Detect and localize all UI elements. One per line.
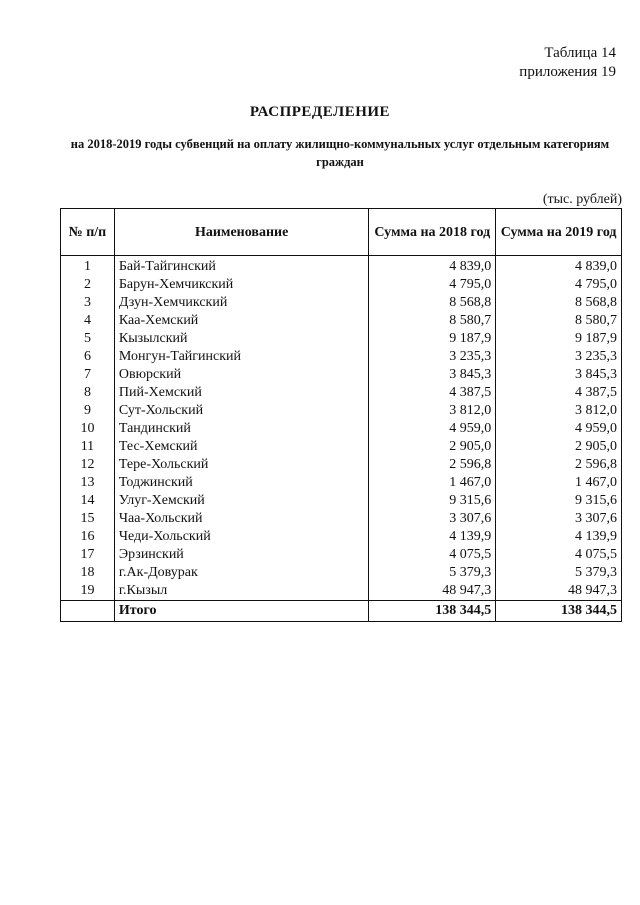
row-2018: 4 139,9 — [369, 528, 496, 546]
row-name: Улуг-Хемский — [114, 492, 369, 510]
table-row — [61, 564, 622, 582]
table-row — [61, 312, 622, 330]
row-number: 18 — [61, 564, 115, 582]
table-row — [61, 438, 622, 456]
row-number: 14 — [61, 492, 115, 510]
row-2018: 4 959,0 — [369, 420, 496, 438]
document-title: РАСПРЕДЕЛЕНИЕ — [249, 104, 391, 120]
row-2019: 4 795,0 — [496, 276, 622, 294]
row-name: Тандинский — [114, 420, 369, 438]
row-number: 4 — [61, 312, 115, 330]
row-2018: 4 387,5 — [369, 384, 496, 402]
col-header-2019: Сумма на 2019 год — [496, 209, 622, 256]
row-2019: 8 568,8 — [496, 294, 622, 312]
row-number: 7 — [61, 366, 115, 384]
row-2019: 9 315,6 — [496, 492, 622, 510]
row-2019: 1 467,0 — [496, 474, 622, 492]
row-number: 17 — [61, 546, 115, 564]
row-number: 8 — [61, 384, 115, 402]
row-2018: 1 467,0 — [369, 474, 496, 492]
row-2018: 9 187,9 — [369, 330, 496, 348]
row-2018: 3 812,0 — [369, 402, 496, 420]
row-2018: 3 845,3 — [369, 366, 496, 384]
table-row — [61, 492, 622, 510]
table-row — [61, 330, 622, 348]
table-row — [61, 420, 622, 438]
table-row — [61, 348, 622, 366]
row-name: Эрзинский — [114, 546, 369, 564]
table-row — [61, 366, 622, 384]
row-name: Сут-Хольский — [114, 402, 369, 420]
table-row — [61, 528, 622, 546]
row-number: 5 — [61, 330, 115, 348]
col-header-number: № п/п — [61, 209, 115, 256]
unit-note: (тыс. рублей) — [542, 192, 622, 207]
row-2018: 3 235,3 — [369, 348, 496, 366]
col-header-2018: Сумма на 2018 год — [369, 209, 496, 256]
row-2018: 48 947,3 — [369, 582, 496, 601]
table-row — [61, 474, 622, 492]
row-2019: 9 187,9 — [496, 330, 622, 348]
row-name: Овюрский — [114, 366, 369, 384]
row-name: Бай-Тайгинский — [114, 256, 369, 277]
table-row — [61, 256, 622, 277]
table-row — [61, 294, 622, 312]
table-row — [61, 402, 622, 420]
row-2019: 4 839,0 — [496, 256, 622, 277]
row-number: 12 — [61, 456, 115, 474]
row-2018: 5 379,3 — [369, 564, 496, 582]
row-name: Каа-Хемский — [114, 312, 369, 330]
row-number: 15 — [61, 510, 115, 528]
row-number: 2 — [61, 276, 115, 294]
row-number: 19 — [61, 582, 115, 601]
total-row — [61, 601, 622, 622]
row-name: Кызылский — [114, 330, 369, 348]
col-header-name: Наименование — [114, 209, 369, 256]
row-name: г.Кызыл — [114, 582, 369, 601]
table-header-row — [61, 209, 622, 256]
row-name: Чаа-Хольский — [114, 510, 369, 528]
total-2019: 138 344,5 — [496, 601, 622, 622]
row-2019: 5 379,3 — [496, 564, 622, 582]
row-2019: 4 959,0 — [496, 420, 622, 438]
total-number-cell — [61, 601, 115, 622]
row-2018: 8 580,7 — [369, 312, 496, 330]
row-number: 13 — [61, 474, 115, 492]
row-name: Монгун-Тайгинский — [114, 348, 369, 366]
row-number: 10 — [61, 420, 115, 438]
table-row — [61, 546, 622, 564]
table-row — [61, 456, 622, 474]
row-name: Чеди-Хольский — [114, 528, 369, 546]
row-2018: 9 315,6 — [369, 492, 496, 510]
row-2018: 3 307,6 — [369, 510, 496, 528]
table-number: Таблица 14 — [544, 45, 616, 61]
table-row — [61, 384, 622, 402]
row-number: 9 — [61, 402, 115, 420]
row-number: 1 — [61, 256, 115, 277]
row-2019: 4 387,5 — [496, 384, 622, 402]
row-2019: 3 812,0 — [496, 402, 622, 420]
row-number: 11 — [61, 438, 115, 456]
row-name: Пий-Хемский — [114, 384, 369, 402]
row-2018: 8 568,8 — [369, 294, 496, 312]
row-2018: 4 839,0 — [369, 256, 496, 277]
table-reference — [519, 44, 616, 82]
row-number: 16 — [61, 528, 115, 546]
row-2019: 4 139,9 — [496, 528, 622, 546]
table-row — [61, 582, 622, 601]
total-label: Итого — [114, 601, 369, 622]
row-name: г.Ак-Довурак — [114, 564, 369, 582]
row-2019: 8 580,7 — [496, 312, 622, 330]
row-2019: 2 905,0 — [496, 438, 622, 456]
row-2019: 2 596,8 — [496, 456, 622, 474]
row-name: Тере-Хольский — [114, 456, 369, 474]
document-subtitle: на 2018-2019 годы субвенций на оплату жилищно-коммунальных услуг отдельным категориям граждан — [70, 137, 610, 169]
total-2018: 138 344,5 — [369, 601, 496, 622]
row-2019: 3 235,3 — [496, 348, 622, 366]
row-2018: 2 596,8 — [369, 456, 496, 474]
table-row — [61, 510, 622, 528]
row-2018: 4 795,0 — [369, 276, 496, 294]
distribution-table — [60, 208, 622, 622]
row-number: 6 — [61, 348, 115, 366]
row-name: Барун-Хемчикский — [114, 276, 369, 294]
row-name: Тоджинский — [114, 474, 369, 492]
row-2018: 2 905,0 — [369, 438, 496, 456]
table-body — [61, 256, 622, 601]
table-row — [61, 276, 622, 294]
row-2019: 3 307,6 — [496, 510, 622, 528]
appendix-number: приложения 19 — [519, 64, 616, 80]
row-2019: 48 947,3 — [496, 582, 622, 601]
row-2019: 3 845,3 — [496, 366, 622, 384]
row-2018: 4 075,5 — [369, 546, 496, 564]
row-number: 3 — [61, 294, 115, 312]
row-2019: 4 075,5 — [496, 546, 622, 564]
row-name: Дзун-Хемчикский — [114, 294, 369, 312]
row-name: Тес-Хемский — [114, 438, 369, 456]
